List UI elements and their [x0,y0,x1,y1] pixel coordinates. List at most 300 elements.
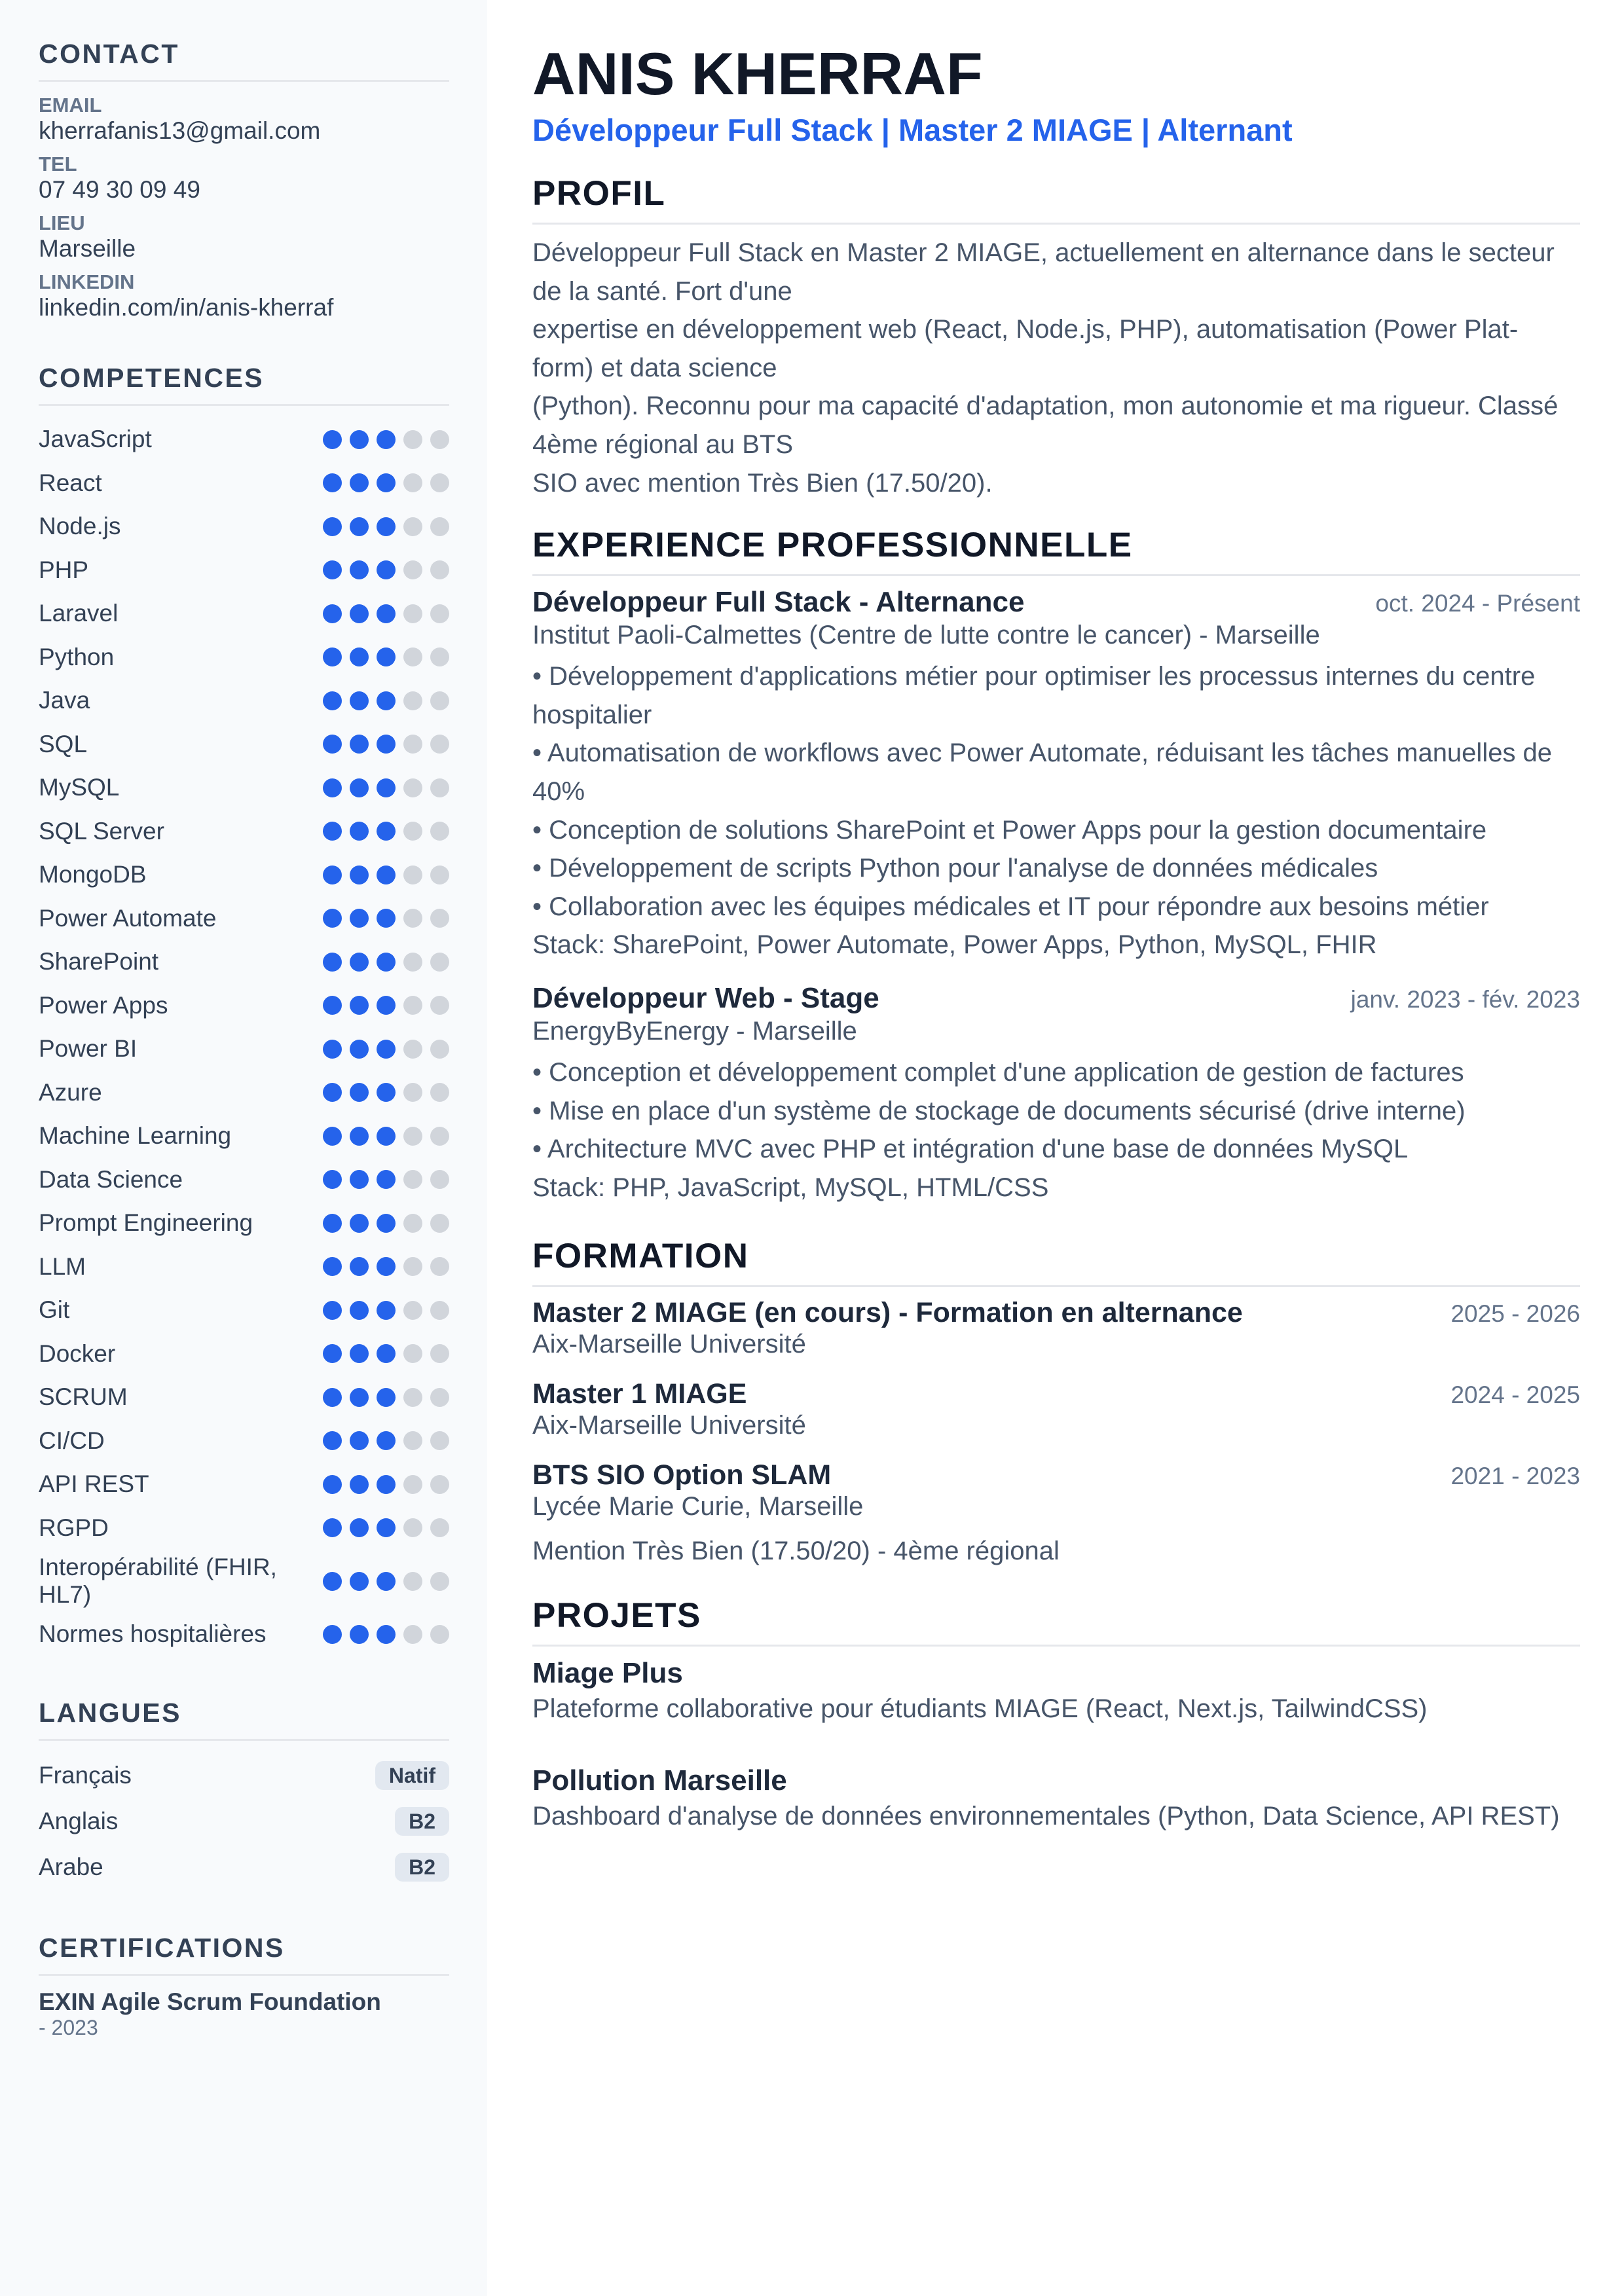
phone-label: TEL [39,153,77,175]
skill-row [39,462,449,505]
rating-dot-empty-icon [403,517,422,536]
profile-line: 4ème régional au BTS [532,429,794,459]
job-bullet: • Architecture MVC avec PHP et intégration d'une base de données MySQL [532,1135,1409,1164]
job-bullet: • Conception et développement complet d'une application de gestion de factures [532,1057,1464,1087]
rating-dot-filled-icon [350,604,369,623]
skill-rating [323,909,449,928]
skill-name: Prompt Engineering [39,1209,253,1237]
contact-email [39,94,449,145]
rating-dot-filled-icon [350,1083,369,1102]
projects-section [532,1596,1580,1834]
job-stack: Stack: PHP, JavaScript, MySQL, HTML/CSS [532,1173,1049,1202]
rating-dot-filled-icon [323,1214,342,1233]
degree-detail: Mention Très Bien (17.50/20) - 4ème régional [532,1537,1060,1566]
job-bullet: • Développement de scripts Python pour l'analyse de données médicales [532,854,1378,883]
skill-rating [323,822,449,841]
skill-row [39,1376,449,1419]
rating-dot-empty-icon [430,1170,449,1189]
skill-name: Docker [39,1339,116,1367]
school-name: Lycée Marie Curie, Marseille [532,1492,864,1522]
rating-dot-filled-icon [377,1257,396,1276]
rating-dot-empty-icon [430,1083,449,1102]
rating-dot-filled-icon [350,1625,369,1644]
rating-dot-empty-icon [430,1625,449,1644]
skill-row [39,549,449,592]
rating-dot-filled-icon [377,560,396,579]
rating-dot-empty-icon [403,1040,422,1059]
skill-row [39,1419,449,1463]
skill-name: SCRUM [39,1383,128,1411]
skill-name: API REST [39,1470,149,1498]
rating-dot-empty-icon [430,647,449,666]
rating-dot-filled-icon [377,517,396,536]
language-level-badge: B2 [395,1853,449,1882]
rating-dot-filled-icon [377,735,396,754]
skill-row [39,636,449,680]
rating-dot-filled-icon [377,822,396,841]
rating-dot-empty-icon [403,996,422,1015]
skill-row [39,1201,449,1245]
skill-name: Normes hospitalières [39,1620,267,1648]
rating-dot-filled-icon [323,1344,342,1363]
rating-dot-filled-icon [323,1625,342,1644]
rating-dot-empty-icon [403,1625,422,1644]
project-entry [532,1656,1580,1726]
rating-dot-empty-icon [430,996,449,1015]
school-name: Aix-Marseille Université [532,1411,806,1440]
rating-dot-filled-icon [323,953,342,972]
skill-rating [323,604,449,623]
skill-rating [323,1127,449,1146]
rating-dot-filled-icon [350,735,369,754]
degree-date: 2024 - 2025 [1450,1381,1580,1409]
skill-name: Power Apps [39,991,168,1019]
education-entry [532,1459,1580,1566]
rating-dot-empty-icon [430,778,449,797]
skill-rating [323,735,449,754]
education-header [532,1296,1580,1329]
rating-dot-empty-icon [430,560,449,579]
skill-row [39,505,449,549]
rating-dot-filled-icon [350,430,369,449]
skill-rating [323,1344,449,1363]
skill-rating [323,866,449,884]
rating-dot-filled-icon [323,1518,342,1537]
rating-dot-filled-icon [377,996,396,1015]
project-entry [532,1763,1580,1834]
rating-dot-filled-icon [350,473,369,492]
rating-dot-filled-icon [323,1301,342,1320]
rating-dot-empty-icon [430,1127,449,1146]
linkedin-link[interactable]: linkedin.com/in/anis-kherraf [39,294,334,321]
skill-name: Data Science [39,1165,183,1193]
rating-dot-filled-icon [323,1475,342,1494]
profile-line: Développeur Full Stack en Master 2 MIAGE, actuellement en alternance dans le secteur [532,238,1555,267]
education-entry [532,1296,1580,1359]
skill-rating [323,1518,449,1537]
rating-dot-filled-icon [350,1257,369,1276]
rating-dot-filled-icon [350,1431,369,1450]
contact-heading: CONTACT [39,37,449,82]
skill-row [39,984,449,1028]
rating-dot-filled-icon [323,517,342,536]
language-name: Français [39,1761,132,1789]
rating-dot-filled-icon [323,1388,342,1407]
job-title: Développeur Web - Stage [532,981,879,1014]
rating-dot-filled-icon [350,1475,369,1494]
rating-dot-filled-icon [323,1127,342,1146]
rating-dot-filled-icon [377,1301,396,1320]
skill-name: SQL Server [39,817,164,845]
projects-heading: PROJETS [532,1596,1580,1647]
rating-dot-empty-icon [403,691,422,710]
skill-name: MySQL [39,774,120,801]
rating-dot-filled-icon [323,996,342,1015]
degree-date: 2025 - 2026 [1450,1300,1580,1328]
rating-dot-empty-icon [403,866,422,884]
job-entry [532,981,1580,1207]
rating-dot-filled-icon [350,778,369,797]
rating-dot-filled-icon [350,647,369,666]
rating-dot-filled-icon [350,1127,369,1146]
school-name: Aix-Marseille Université [532,1330,806,1359]
education-section [532,1237,1580,1566]
project-description: Dashboard d'analyse de données environnementales (Python, Data Science, API REST) [532,1802,1560,1831]
rating-dot-empty-icon [430,430,449,449]
skill-name: MongoDB [39,861,147,888]
rating-dot-filled-icon [350,1518,369,1537]
rating-dot-empty-icon [430,1572,449,1591]
profile-heading: PROFIL [532,174,1580,225]
rating-dot-empty-icon [403,1572,422,1591]
skills-heading: COMPETENCES [39,361,449,406]
profile-summary [532,234,1580,502]
degree-date: 2021 - 2023 [1450,1463,1580,1490]
rating-dot-empty-icon [403,778,422,797]
contact-section [39,37,449,321]
rating-dot-empty-icon [430,735,449,754]
skill-row [39,1071,449,1115]
rating-dot-filled-icon [350,996,369,1015]
degree-title: Master 1 MIAGE [532,1378,747,1410]
skill-rating [323,1170,449,1189]
skill-name: SQL [39,730,88,757]
rating-dot-empty-icon [430,1040,449,1059]
location-label: LIEU [39,211,85,234]
email-value[interactable]: kherrafanis13@gmail.com [39,117,321,144]
rating-dot-filled-icon [377,604,396,623]
skill-row [39,766,449,810]
skill-name: Power Automate [39,904,217,932]
profile-line: (Python). Reconnu pour ma capacité d'adaptation, mon autonomie et ma rigueur. Classé [532,392,1559,421]
languages-section [39,1696,449,1890]
skill-row [39,1613,449,1656]
rating-dot-filled-icon [350,517,369,536]
certifications-heading: CERTIFICATIONS [39,1931,449,1976]
skill-rating [323,1431,449,1450]
skill-rating [323,1475,449,1494]
phone-value[interactable]: 07 49 30 09 49 [39,176,200,203]
rating-dot-empty-icon [430,517,449,536]
skill-row [39,679,449,723]
skills-section [39,361,449,1656]
rating-dot-empty-icon [403,1431,422,1450]
job-header [532,585,1580,619]
project-title: Miage Plus [532,1657,683,1690]
experience-heading: EXPERIENCE PROFESSIONNELLE [532,526,1580,576]
sidebar [0,0,487,2296]
job-entry [532,585,1580,964]
skill-name: LLM [39,1252,86,1280]
skill-rating [323,1214,449,1233]
skill-row [39,723,449,767]
rating-dot-empty-icon [403,1301,422,1320]
rating-dot-empty-icon [403,1127,422,1146]
job-header [532,981,1580,1015]
rating-dot-empty-icon [403,909,422,928]
rating-dot-filled-icon [350,1170,369,1189]
skill-rating [323,691,449,710]
rating-dot-filled-icon [323,778,342,797]
skill-name: Laravel [39,600,119,627]
rating-dot-empty-icon [430,473,449,492]
rating-dot-empty-icon [403,953,422,972]
skill-row [39,1288,449,1332]
rating-dot-filled-icon [323,604,342,623]
rating-dot-empty-icon [403,430,422,449]
candidate-name: ANIS KHERRAF [532,41,983,107]
rating-dot-filled-icon [350,691,369,710]
skill-rating [323,996,449,1015]
education-header [532,1377,1580,1410]
rating-dot-filled-icon [350,909,369,928]
rating-dot-filled-icon [323,735,342,754]
profile-section [532,174,1580,502]
rating-dot-filled-icon [323,473,342,492]
rating-dot-filled-icon [377,953,396,972]
profile-line: form) et data science [532,353,777,382]
experience-section [532,526,1580,1207]
rating-dot-filled-icon [377,778,396,797]
main-content [487,0,1624,2296]
rating-dot-filled-icon [377,1040,396,1059]
skill-row [39,810,449,854]
project-title: Pollution Marseille [532,1764,787,1797]
rating-dot-empty-icon [430,866,449,884]
skill-row [39,1463,449,1506]
language-level-badge: B2 [395,1807,449,1836]
skill-rating [323,647,449,666]
rating-dot-empty-icon [430,953,449,972]
rating-dot-empty-icon [430,909,449,928]
certification-year: - 2023 [39,2015,98,2039]
rating-dot-empty-icon [403,1257,422,1276]
rating-dot-filled-icon [377,909,396,928]
skill-name: Git [39,1296,70,1324]
job-company: Institut Paoli-Calmettes (Centre de lutte contre le cancer) - Marseille [532,621,1320,650]
rating-dot-filled-icon [377,691,396,710]
skill-rating [323,430,449,449]
education-heading: FORMATION [532,1237,1580,1287]
job-bullet: • Collaboration avec les équipes médicales et IT pour répondre aux besoins métier [532,892,1489,921]
skill-row [39,592,449,636]
profile-line: SIO avec mention Très Bien (17.50/20). [532,468,993,498]
language-level-badge: Natif [375,1761,449,1790]
job-bullet: • Développement d'applications métier pour optimiser les processus internes du centre hospitalier [532,662,1536,729]
job-date: oct. 2024 - Présent [1375,590,1580,617]
skill-rating [323,1257,449,1276]
rating-dot-filled-icon [377,473,396,492]
rating-dot-filled-icon [323,1040,342,1059]
rating-dot-filled-icon [350,822,369,841]
languages-heading: LANGUES [39,1696,449,1741]
rating-dot-empty-icon [403,1214,422,1233]
rating-dot-empty-icon [403,647,422,666]
rating-dot-filled-icon [377,1344,396,1363]
contact-linkedin [39,270,449,321]
job-bullet: • Automatisation de workflows avec Power Automate, réduisant les tâches manuelles de 40% [532,738,1553,806]
skill-rating [323,560,449,579]
skill-name: Azure [39,1078,102,1106]
rating-dot-empty-icon [403,1344,422,1363]
skill-rating [323,1083,449,1102]
skill-row [39,897,449,941]
language-name: Anglais [39,1807,119,1834]
skill-row [39,1114,449,1158]
job-date: janv. 2023 - fév. 2023 [1350,985,1580,1013]
rating-dot-filled-icon [377,866,396,884]
rating-dot-empty-icon [430,1518,449,1537]
rating-dot-empty-icon [403,560,422,579]
skill-row [39,940,449,984]
rating-dot-filled-icon [377,1388,396,1407]
rating-dot-filled-icon [323,560,342,579]
rating-dot-filled-icon [323,1170,342,1189]
rating-dot-empty-icon [430,822,449,841]
skill-rating [323,1572,449,1591]
rating-dot-filled-icon [323,1257,342,1276]
contact-location [39,211,449,263]
job-bullet: • Mise en place d'un système de stockage de documents sécurisé (drive interne) [532,1096,1466,1125]
rating-dot-filled-icon [323,822,342,841]
rating-dot-filled-icon [323,866,342,884]
job-title: Développeur Full Stack - Alternance [532,586,1025,619]
degree-title: BTS SIO Option SLAM [532,1459,832,1491]
rating-dot-filled-icon [323,909,342,928]
skill-row [39,853,449,897]
rating-dot-empty-icon [403,1518,422,1537]
location-value: Marseille [39,235,136,262]
skill-name: RGPD [39,1514,109,1541]
rating-dot-filled-icon [377,1214,396,1233]
rating-dot-filled-icon [350,1301,369,1320]
skill-row [39,418,449,462]
rating-dot-empty-icon [403,1475,422,1494]
rating-dot-empty-icon [430,1431,449,1450]
skill-name: PHP [39,556,89,583]
skill-rating [323,517,449,536]
skill-row [39,1027,449,1071]
rating-dot-filled-icon [350,953,369,972]
candidate-headline: Développeur Full Stack | Master 2 MIAGE | Alternant [532,113,1293,147]
rating-dot-filled-icon [323,1572,342,1591]
skill-name: Machine Learning [39,1122,232,1150]
rating-dot-filled-icon [350,1572,369,1591]
language-row [39,1844,449,1890]
rating-dot-empty-icon [430,604,449,623]
skill-name: Power BI [39,1035,138,1063]
skill-row [39,1506,449,1550]
rating-dot-filled-icon [377,1625,396,1644]
rating-dot-empty-icon [430,1475,449,1494]
language-row [39,1753,449,1798]
skill-rating [323,1625,449,1644]
rating-dot-empty-icon [403,1388,422,1407]
skill-row [39,1332,449,1376]
rating-dot-empty-icon [430,1257,449,1276]
skill-name: CI/CD [39,1427,105,1454]
certifications-section [39,1931,449,2039]
rating-dot-filled-icon [377,1083,396,1102]
skill-name: Java [39,687,90,714]
skill-rating [323,473,449,492]
rating-dot-empty-icon [430,1301,449,1320]
skill-rating [323,1301,449,1320]
certification-name: EXIN Agile Scrum Foundation [39,1988,381,2015]
skill-rating [323,778,449,797]
rating-dot-filled-icon [377,1431,396,1450]
language-row [39,1798,449,1844]
rating-dot-filled-icon [350,1214,369,1233]
rating-dot-empty-icon [430,1388,449,1407]
skill-name: React [39,469,102,496]
rating-dot-filled-icon [377,1127,396,1146]
profile-line: expertise en développement web (React, Node.js, PHP), automatisation (Power Plat- [532,315,1519,344]
rating-dot-filled-icon [377,1518,396,1537]
rating-dot-filled-icon [377,1572,396,1591]
rating-dot-filled-icon [323,691,342,710]
skill-name: Python [39,643,115,670]
rating-dot-empty-icon [403,735,422,754]
skill-row [39,1245,449,1289]
rating-dot-filled-icon [377,430,396,449]
job-bullet: • Conception de solutions SharePoint et Power Apps pour la gestion documentaire [532,815,1487,845]
language-name: Arabe [39,1853,103,1880]
skill-rating [323,953,449,972]
job-stack: Stack: SharePoint, Power Automate, Power Apps, Python, MySQL, FHIR [532,930,1377,960]
rating-dot-empty-icon [430,1214,449,1233]
skill-name: JavaScript [39,426,152,453]
skill-name: SharePoint [39,948,159,975]
rating-dot-empty-icon [403,604,422,623]
degree-title: Master 2 MIAGE (en cours) - Formation en alternance [532,1297,1243,1329]
skill-row [39,1158,449,1202]
skills-list [39,418,449,1656]
skill-name: Interopérabilité (FHIR, HL7) [39,1554,277,1608]
rating-dot-filled-icon [323,430,342,449]
rating-dot-filled-icon [377,1170,396,1189]
rating-dot-empty-icon [403,473,422,492]
rating-dot-filled-icon [350,560,369,579]
skill-row [39,1550,449,1613]
project-description: Plateforme collaborative pour étudiants MIAGE (React, Next.js, TailwindCSS) [532,1694,1428,1724]
rating-dot-empty-icon [430,1344,449,1363]
rating-dot-filled-icon [323,647,342,666]
rating-dot-empty-icon [403,1170,422,1189]
rating-dot-filled-icon [323,1431,342,1450]
rating-dot-filled-icon [350,1040,369,1059]
rating-dot-filled-icon [350,866,369,884]
